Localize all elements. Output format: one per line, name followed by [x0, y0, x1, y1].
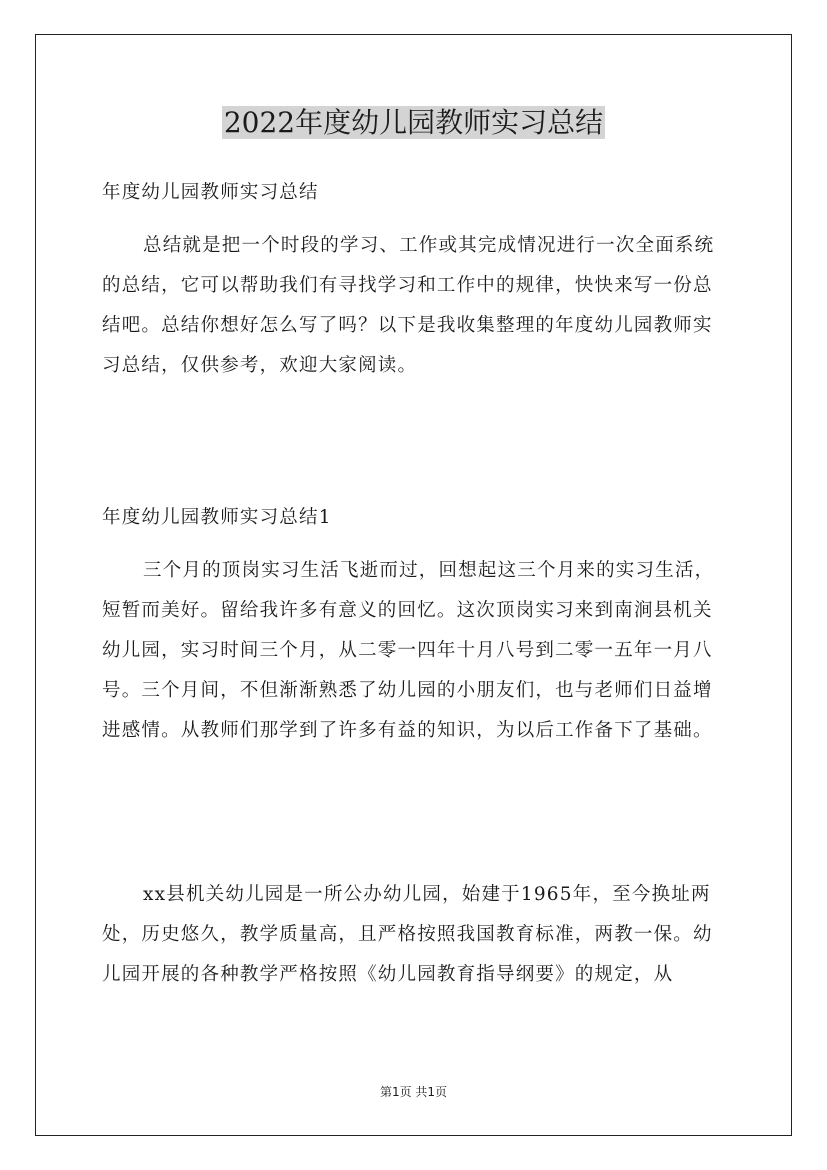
document-title-text: 2022年度幼儿园教师实习总结 — [223, 106, 604, 139]
page-footer: 第1页 共1页 — [379, 1085, 448, 1099]
intro-paragraph: 总结就是把一个时段的学习、工作或其完成情况进行一次全面系统的总结，它可以帮助我们有寻找学习和工作中的规律，快快来写一份总结吧。总结你想好怎么写了吗？以下是我收集整理的年度幼儿园教师实习总结，仅供参考，欢迎大家阅读。 — [102, 235, 715, 376]
subtitle-paragraph: 年度幼儿园教师实习总结 — [102, 182, 319, 203]
document-title — [0, 103, 827, 143]
section-heading-1: 年度幼儿园教师实习总结1 — [102, 507, 332, 528]
body-paragraph-1: 三个月的顶岗实习生活飞逝而过，回想起这三个月来的实习生活，短暂而美好。留给我许多有意义的回忆。这次顶岗实习来到南涧县机关幼儿园，实习时间三个月，从二零一四年十月八号到二零一五年一月八号。三个月间，不但渐渐熟悉了幼儿园的小朋友们，也与老师们日益增进感情。从教师们那学到了许多有益的知识，为以后工作备下了基础。 — [102, 560, 715, 741]
body-paragraph-2: xx县机关幼儿园是一所公办幼儿园，始建于1965年，至今换址两处，历史悠久，教学质量高，且严格按照我国教育标准，两教一保。幼儿园开展的各种教学严格按照《幼儿园教育指导纲要》的规定，从 — [102, 884, 713, 985]
